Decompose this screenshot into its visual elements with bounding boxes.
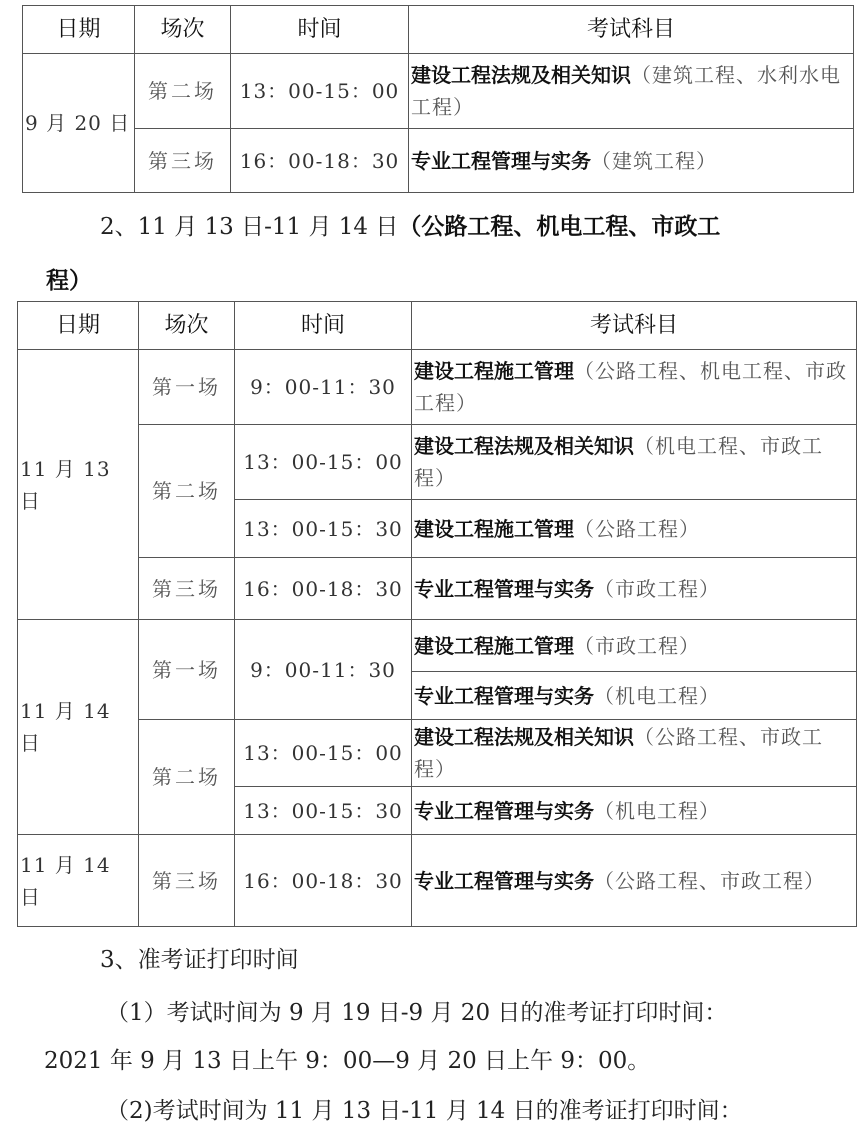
subject-name: 专业工程管理与实务: [414, 576, 594, 601]
subject-name: 专业工程管理与实务: [411, 148, 591, 173]
admission-ticket-item-1: （1）考试时间为 9 月 19 日-9 月 20 日的准考证打印时间：: [106, 1000, 728, 1026]
table-row: [18, 558, 857, 620]
subject-note: （机电工程）: [594, 798, 720, 823]
table-row: [23, 54, 854, 129]
table-header-row: [18, 302, 857, 350]
admission-ticket-item-2: （2)考试时间为 11 月 13 日-11 月 14 日的准考证打印时间：: [106, 1098, 743, 1124]
subject-name: 专业工程管理与实务: [414, 868, 594, 893]
subject-note: （建筑工程、水利水电工程）: [411, 63, 841, 119]
subject-name: 建设工程施工管理: [414, 633, 574, 658]
time-cell: 13：00-15：00: [231, 54, 409, 129]
subject-cell: [412, 720, 857, 787]
table-header-row: [23, 6, 854, 54]
time-cell: 9：00-11：30: [235, 620, 412, 720]
table-row: [23, 129, 854, 193]
subject-note: （公路工程、市政工程）: [414, 725, 823, 781]
header-time: 时间: [231, 6, 409, 54]
subject-cell: [409, 129, 854, 193]
table-row: [18, 620, 857, 672]
header-subject: 考试科目: [412, 302, 857, 350]
header-subject: 考试科目: [409, 6, 854, 54]
table-row: [18, 835, 857, 927]
time-cell: 13：00-15：30: [235, 500, 412, 558]
time-cell: 9：00-11：30: [235, 350, 412, 425]
date-cell: 9 月 20 日: [23, 54, 135, 193]
subject-note: （机电工程、市政工程）: [414, 434, 823, 490]
subject-name: 建设工程施工管理: [414, 516, 574, 541]
subject-name: 专业工程管理与实务: [414, 798, 594, 823]
subject-cell: [409, 54, 854, 129]
time-cell: 13：00-15：00: [235, 425, 412, 500]
header-date: 日期: [18, 302, 139, 350]
subject-cell: [412, 558, 857, 620]
table-row: [18, 350, 857, 425]
exam-schedule-table-nov: [17, 301, 857, 927]
subject-note: （公路工程）: [574, 516, 700, 541]
subject-cell: [412, 425, 857, 500]
subject-note: （公路工程、机电工程、市政工程）: [414, 359, 847, 415]
subject-name: 建设工程法规及相关知识: [414, 434, 634, 458]
subject-note: （建筑工程）: [591, 148, 717, 173]
section-3-heading: 3、准考证打印时间: [100, 947, 299, 973]
session-cell: 第二场: [135, 54, 231, 129]
section-2-heading: [100, 212, 720, 242]
subject-cell: [412, 835, 857, 927]
date-cell: 11 月 13 日: [18, 350, 139, 620]
header-session: 场次: [135, 6, 231, 54]
table-row: [18, 425, 857, 500]
header-time: 时间: [235, 302, 412, 350]
session-cell: 第一场: [139, 350, 235, 425]
subject-note: （市政工程）: [574, 633, 700, 658]
time-cell: 13：00-15：00: [235, 720, 412, 787]
subject-note: （机电工程）: [594, 683, 720, 708]
time-cell: 16：00-18：30: [231, 129, 409, 193]
subject-note: （市政工程）: [594, 576, 720, 601]
subject-cell: [412, 350, 857, 425]
subject-cell: [412, 500, 857, 558]
subject-note: （公路工程、市政工程）: [594, 868, 825, 893]
subject-name: 建设工程施工管理: [414, 359, 574, 383]
subject-name: 建设工程法规及相关知识: [411, 63, 631, 87]
section-2-dates: 2、11 月 13 日-11 月 14 日: [100, 214, 399, 240]
subject-name: 建设工程法规及相关知识: [414, 725, 634, 749]
section-2-heading-cont: [46, 266, 92, 296]
section-2-categories-cont: 程）: [46, 268, 92, 294]
session-cell: 第二场: [139, 425, 235, 558]
admission-ticket-item-1-period: 2021 年 9 月 13 日上午 9：00—9 月 20 日上午 9：00。: [44, 1048, 651, 1074]
time-cell: 16：00-18：30: [235, 558, 412, 620]
session-cell: 第三场: [139, 835, 235, 927]
session-cell: 第二场: [139, 720, 235, 835]
date-cell: 11 月 14 日: [18, 835, 139, 927]
session-cell: 第三场: [135, 129, 231, 193]
header-session: 场次: [139, 302, 235, 350]
session-cell: 第一场: [139, 620, 235, 720]
time-cell: 13：00-15：30: [235, 787, 412, 835]
subject-name: 专业工程管理与实务: [414, 683, 594, 708]
table-row: [18, 720, 857, 787]
session-cell: 第三场: [139, 558, 235, 620]
header-date: 日期: [23, 6, 135, 54]
subject-cell: [412, 620, 857, 672]
time-cell: 16：00-18：30: [235, 835, 412, 927]
subject-cell: [412, 787, 857, 835]
subject-cell: [412, 672, 857, 720]
date-cell: 11 月 14 日: [18, 620, 139, 835]
section-2-categories: （公路工程、机电工程、市政工: [398, 214, 721, 240]
exam-schedule-table-sept: [22, 5, 854, 193]
